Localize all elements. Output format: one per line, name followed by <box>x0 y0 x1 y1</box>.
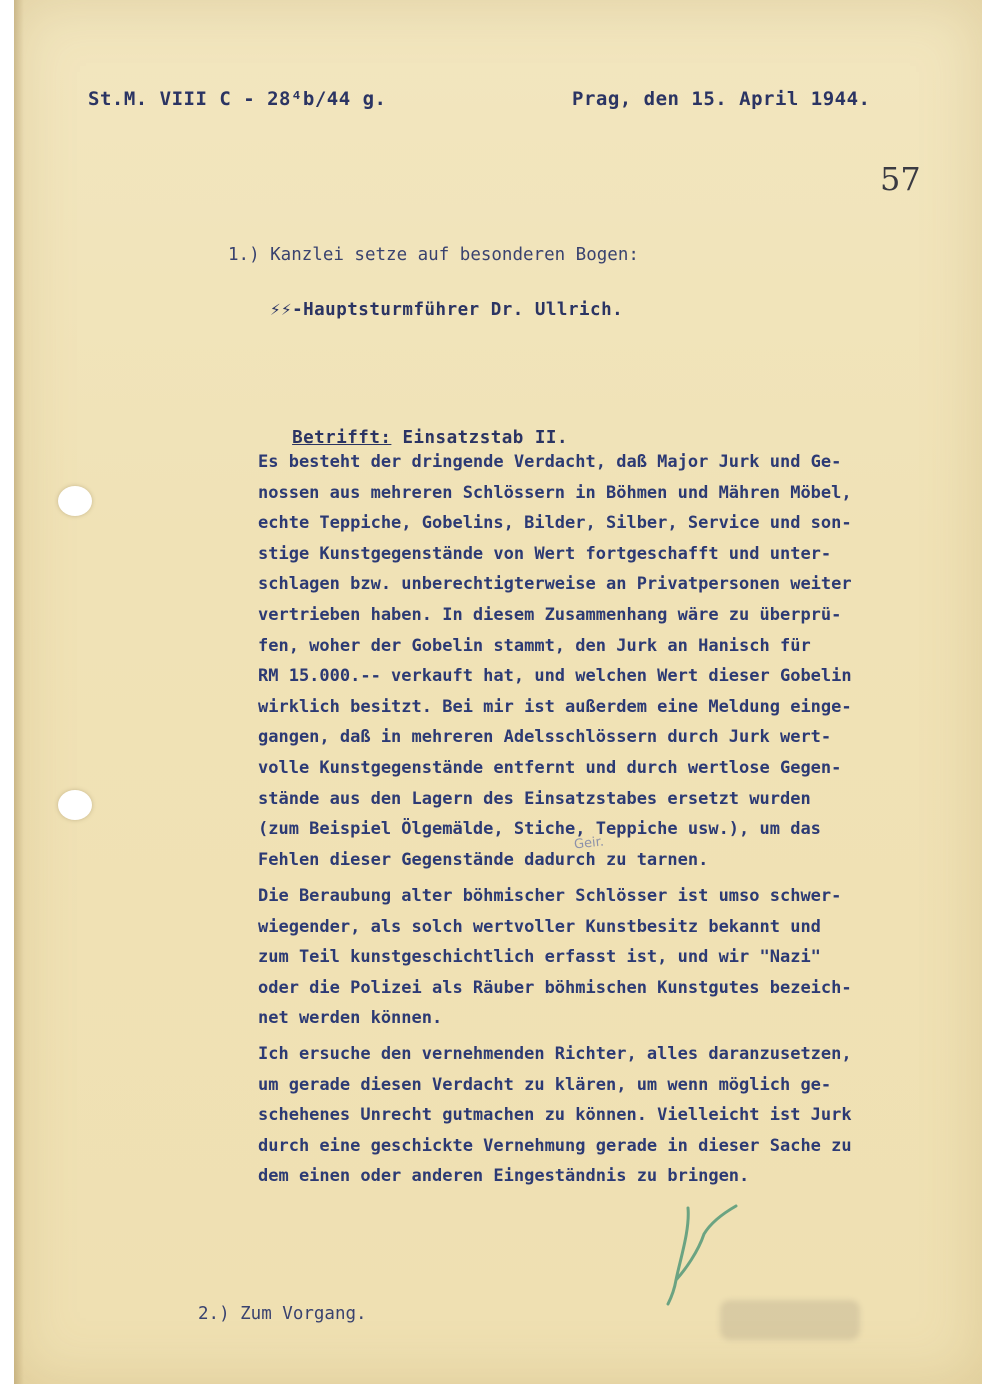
body-line: wiegender, als solch wertvoller Kunstbesitz bekannt und <box>258 916 821 937</box>
instruction-item-1: 1.) Kanzlei setze auf besonderen Bogen: <box>228 245 639 265</box>
check-mark-icon <box>640 1200 750 1310</box>
stamp-mark: Geir. <box>573 834 605 853</box>
body-line: wirklich besitzt. Bei mir ist außerdem eine Meldung einge- <box>258 696 852 717</box>
body-line: (zum Beispiel Ölgemälde, Stiche, Teppiche usw.), um das <box>258 819 821 840</box>
body-line: echte Teppiche, Gobelins, Bilder, Silber, Service und son- <box>258 513 852 534</box>
body-line: oder die Polizei als Räuber böhmischen Kunstgutes bezeich- <box>258 977 852 998</box>
body-line: Es besteht der dringende Verdacht, daß Major Jurk und Ge- <box>258 452 842 472</box>
body-line: Fehlen dieser Gegenstände dadurch zu tarnen. <box>258 849 709 870</box>
body-line: volle Kunstgegenstände entfernt und durch wertlose Gegen- <box>258 758 842 778</box>
body-line: um gerade diesen Verdacht zu klären, um wenn möglich ge- <box>258 1074 832 1095</box>
body-line: fen, woher der Gobelin stammt, den Jurk an Hanisch für <box>258 635 811 656</box>
body-line: gangen, daß in mehreren Adelsschlössern durch Jurk wert- <box>258 727 832 748</box>
page-number: 57 <box>880 160 921 198</box>
body-line: Ich ersuche den vernehmenden Richter, alles daranzusetzen, <box>258 1044 852 1064</box>
reference-number: St.M. VIII C - 28⁴b/44 g. <box>88 88 387 110</box>
body-line: dem einen oder anderen Eingeständnis zu bringen. <box>258 1166 750 1187</box>
body-line: Die Beraubung alter böhmischer Schlösser ist umso schwer- <box>258 886 842 906</box>
subject-value: Einsatzstab II. <box>402 428 568 448</box>
body-line: schlagen bzw. unberechtigterweise an Privatpersonen weiter <box>258 574 852 595</box>
body-line: zum Teil kunstgeschichtlich erfasst ist, und wir "Nazi" <box>258 947 821 968</box>
subject-label: Betrifft: <box>292 428 392 448</box>
body-line: RM 15.000.-- verkauft hat, und welchen Wert dieser Gobelin <box>258 666 852 687</box>
punch-hole <box>58 486 92 516</box>
body-line: net werden können. <box>258 1008 443 1029</box>
instruction-item-2: 2.) Zum Vorgang. <box>198 1304 367 1324</box>
faint-marking <box>720 1300 860 1340</box>
body-line: stige Kunstgegenstände von Wert fortgeschafft und unter- <box>258 543 832 564</box>
punch-hole <box>58 790 92 820</box>
body-line: stände aus den Lagern des Einsatzstabes ersetzt wurden <box>258 788 811 809</box>
body-line: durch eine geschickte Vernehmung gerade in dieser Sache zu <box>258 1135 852 1156</box>
body-line: schehenes Unrecht gutmachen zu können. Vielleicht ist Jurk <box>258 1105 852 1126</box>
addressee: ⚡⚡-Hauptsturmführer Dr. Ullrich. <box>270 300 624 320</box>
body-line: nossen aus mehreren Schlössern in Böhmen und Mähren Möbel, <box>258 482 852 503</box>
subject-line <box>270 408 568 448</box>
body-line: vertrieben haben. In diesem Zusammenhang wäre zu überprü- <box>258 605 842 625</box>
place-date: Prag, den 15. April 1944. <box>572 88 871 110</box>
